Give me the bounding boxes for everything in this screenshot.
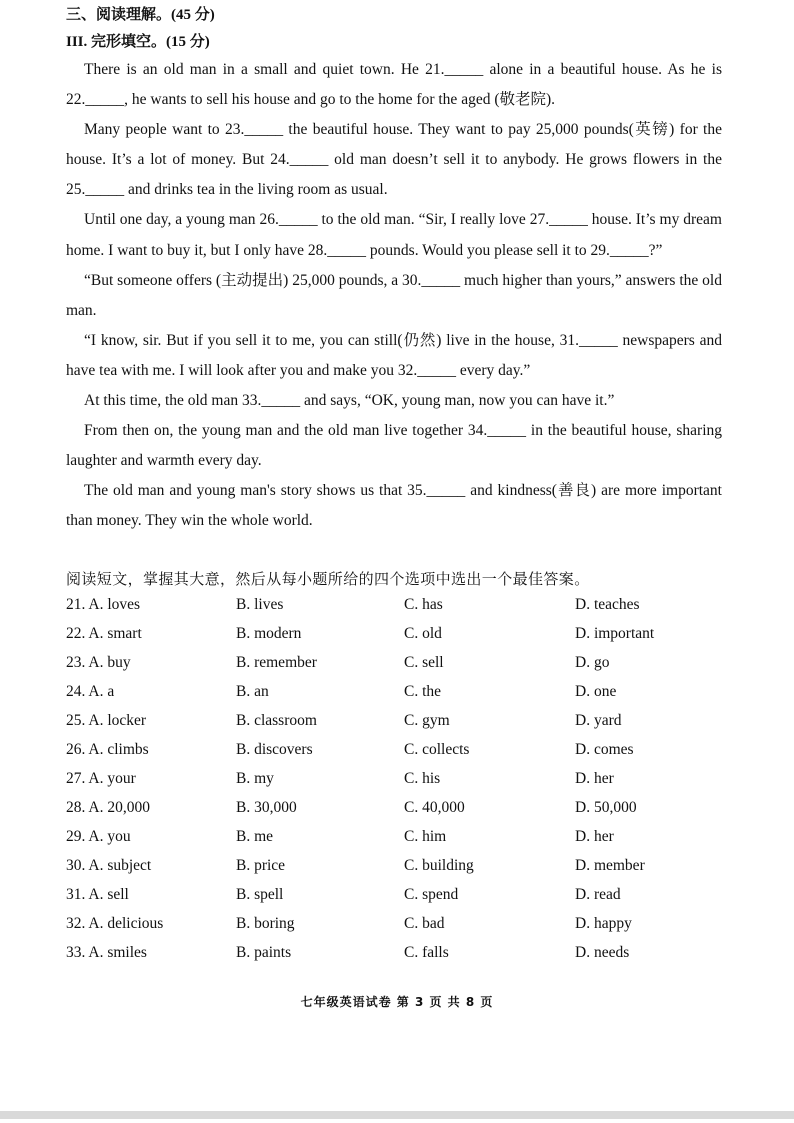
passage-paragraph: “But someone offers (主动提出) 25,000 pounds, a 30._____ much higher than yours,” answers the old man. — [66, 271, 722, 319]
option-c: C. building — [404, 857, 474, 874]
option-d: D. her — [575, 770, 614, 787]
option-a: 26. A. climbs — [66, 741, 149, 758]
option-a: 32. A. delicious — [66, 915, 164, 932]
subsection-heading: III. 完形填空。(15 分) — [66, 34, 210, 50]
option-d: D. important — [575, 625, 655, 642]
option-a: 24. A. a — [66, 683, 115, 700]
option-row — [66, 911, 746, 940]
option-c: C. 40,000 — [404, 799, 465, 816]
option-d: D. comes — [575, 741, 634, 758]
option-b: B. spell — [236, 886, 284, 903]
option-d: D. read — [575, 886, 621, 903]
option-b: B. an — [236, 683, 269, 700]
option-d: D. her — [575, 828, 614, 845]
option-b: B. me — [236, 828, 274, 845]
passage-paragraph: Until one day, a young man 26._____ to the old man. “Sir, I really love 27._____ house. It’s my dream home. I want to buy it, but I only have 28._____ pounds. Would you please sell it to 29._____?” — [66, 211, 722, 259]
option-row — [66, 766, 746, 795]
option-d: D. yard — [575, 712, 622, 729]
option-c: C. old — [404, 625, 442, 642]
option-row — [66, 795, 746, 824]
option-c: C. spend — [404, 886, 459, 903]
option-b: B. 30,000 — [236, 799, 297, 816]
option-c: C. gym — [404, 712, 450, 729]
option-a: 25. A. locker — [66, 712, 147, 729]
option-d: D. teaches — [575, 596, 640, 613]
option-d: D. go — [575, 654, 610, 671]
passage-paragraph: There is an old man in a small and quiet town. He 21._____ alone in a beautiful house. As he is 22._____, he wants to sell his house and go to the home for the aged (敬老院). — [66, 61, 722, 109]
option-d: D. happy — [575, 915, 632, 932]
option-b: B. classroom — [236, 712, 317, 729]
option-row — [66, 853, 746, 882]
bottom-divider — [0, 1111, 794, 1119]
section-heading: 三、阅读理解。(45 分) — [66, 7, 215, 23]
option-c: C. bad — [404, 915, 445, 932]
passage-paragraph: “I know, sir. But if you sell it to me, you can still(仍然) live in the house, 31._____ newspapers and have tea with me. I will look after you and make you 32._____ every day.” — [66, 331, 722, 379]
option-row — [66, 592, 746, 621]
passage-paragraph: At this time, the old man 33._____ and says, “OK, young man, now you can have it.” — [84, 392, 615, 410]
option-c: C. him — [404, 828, 447, 845]
option-a: 21. A. loves — [66, 596, 141, 613]
option-a: 29. A. you — [66, 828, 131, 845]
option-c: C. falls — [404, 944, 449, 961]
option-c: C. sell — [404, 654, 444, 671]
option-b: B. lives — [236, 596, 284, 613]
option-d: D. 50,000 — [575, 799, 637, 816]
option-b: B. modern — [236, 625, 302, 642]
option-b: B. boring — [236, 915, 295, 932]
passage-paragraph: Many people want to 23._____ the beautiful house. They want to pay 25,000 pounds(英镑) for the house. It’s a lot of money. But 24._____ old man doesn’t sell it to anybody. He grows flowers in the 25._____ and drinks tea in the living room as usual. — [66, 121, 722, 199]
option-a: 33. A. smiles — [66, 944, 147, 961]
option-row — [66, 737, 746, 766]
option-c: C. the — [404, 683, 442, 700]
option-d: D. one — [575, 683, 617, 700]
option-row — [66, 824, 746, 853]
passage-paragraph: From then on, the young man and the old man live together 34._____ in the beautiful house, sharing laughter and warmth every day. — [66, 422, 722, 470]
option-a: 22. A. smart — [66, 625, 142, 642]
option-d: D. needs — [575, 944, 630, 961]
option-d: D. member — [575, 857, 645, 874]
option-row — [66, 621, 746, 650]
option-b: B. my — [236, 770, 274, 787]
answer-options — [66, 592, 746, 969]
option-c: C. collects — [404, 741, 470, 758]
instruction-text: 阅读短文，掌握其大意，然后从每小题所给的四个选项中选出一个最佳答案。 — [66, 570, 590, 588]
option-b: B. discovers — [236, 741, 313, 758]
cloze-passage — [66, 55, 722, 537]
option-a: 23. A. buy — [66, 654, 131, 671]
option-a: 27. A. your — [66, 770, 136, 787]
option-row — [66, 650, 746, 679]
passage-paragraph: The old man and young man's story shows us that 35._____ and kindness(善良) are more important than money. They win the whole world. — [66, 482, 722, 530]
option-b: B. remember — [236, 654, 317, 671]
option-row — [66, 882, 746, 911]
option-a: 31. A. sell — [66, 886, 129, 903]
option-row — [66, 940, 746, 969]
option-row — [66, 708, 746, 737]
option-a: 30. A. subject — [66, 857, 152, 874]
option-c: C. has — [404, 596, 443, 613]
option-b: B. price — [236, 857, 286, 874]
option-row — [66, 679, 746, 708]
option-c: C. his — [404, 770, 441, 787]
option-a: 28. A. 20,000 — [66, 799, 150, 816]
page-footer: 七年级英语试卷 第 3 页 共 8 页 — [300, 995, 494, 1009]
option-b: B. paints — [236, 944, 292, 961]
